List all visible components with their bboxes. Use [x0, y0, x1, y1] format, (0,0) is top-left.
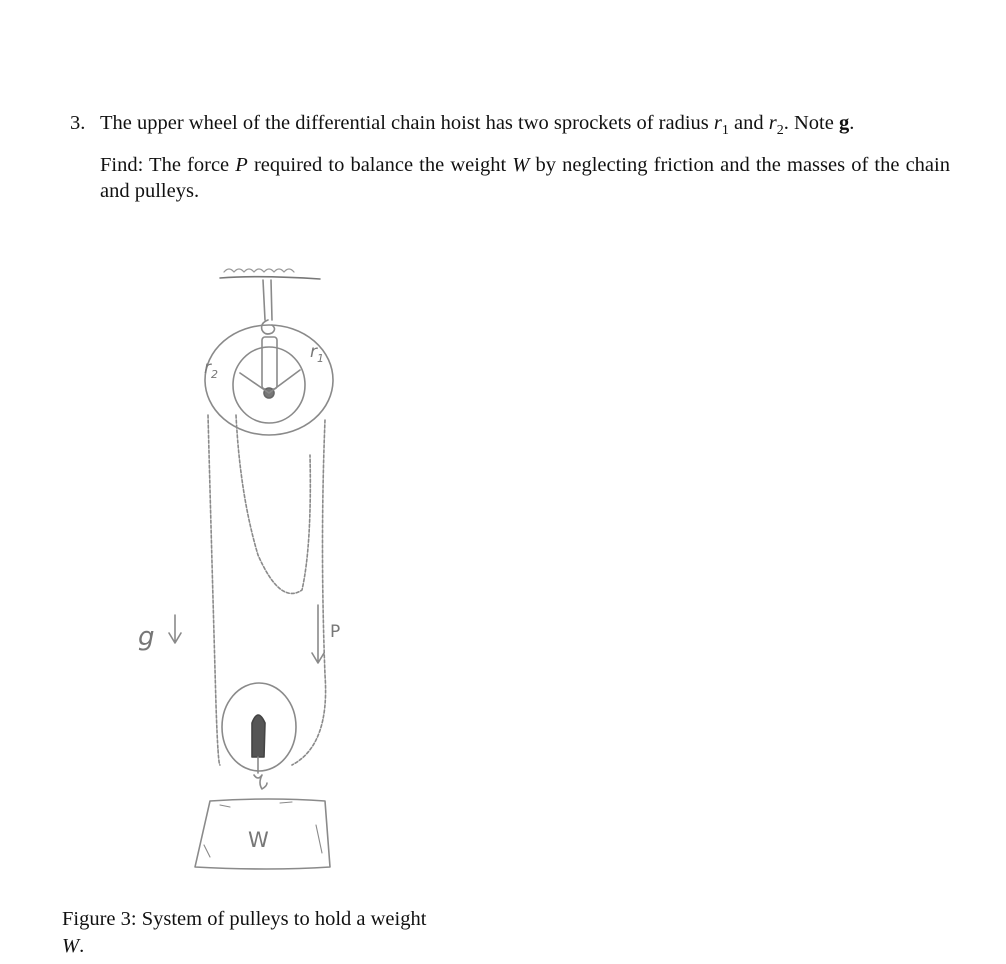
symbol-W: W [512, 154, 530, 177]
hanger-rod [263, 280, 272, 320]
problem-statement [100, 108, 950, 146]
symbol-r1: $r_1$ [713, 112, 729, 139]
caption-W: W [62, 935, 80, 957]
hoist-sketch [120, 245, 380, 885]
ceiling-line [220, 277, 320, 279]
symbol-P: P [235, 154, 248, 177]
find-label: Find: The force [100, 154, 236, 177]
caption-text: Figure 3: System of pulleys to hold a weight [62, 908, 427, 930]
arrow-P [312, 605, 324, 663]
inner-sprocket [233, 347, 305, 423]
lower-bracket [252, 715, 265, 757]
upper-bracket [262, 337, 277, 389]
lower-hook [254, 757, 267, 789]
caption-end: . [79, 935, 85, 957]
upper-hook [262, 320, 275, 334]
symbol-r2: $r_2$ [768, 112, 784, 139]
problem-find [100, 152, 950, 204]
label-P: P [330, 622, 341, 642]
statement-and: and [728, 112, 769, 134]
find-mid: required to balance the weight [247, 154, 513, 177]
statement-end: . [849, 112, 855, 134]
symbol-g: g [838, 112, 850, 134]
label-W: W [248, 828, 269, 852]
label-g: g [138, 622, 155, 652]
ceiling-hatch [224, 269, 294, 272]
arrow-g [169, 615, 181, 643]
label-r1: $r_1$ [310, 342, 324, 365]
problem-3 [70, 108, 950, 204]
statement-text-a: The upper wheel of the differential chain hoist has two sprockets of radius [100, 112, 714, 134]
label-r2: $r_2$ [204, 358, 218, 381]
find-end: by neglecting friction and the masses of the chain and pulleys. [100, 154, 950, 203]
chain-left [208, 415, 220, 765]
hoist-figure [120, 245, 380, 885]
statement-note: . Note [783, 112, 839, 134]
figure-caption [62, 906, 442, 960]
problem-number: 3. [70, 112, 86, 134]
chain-loop [236, 415, 310, 593]
